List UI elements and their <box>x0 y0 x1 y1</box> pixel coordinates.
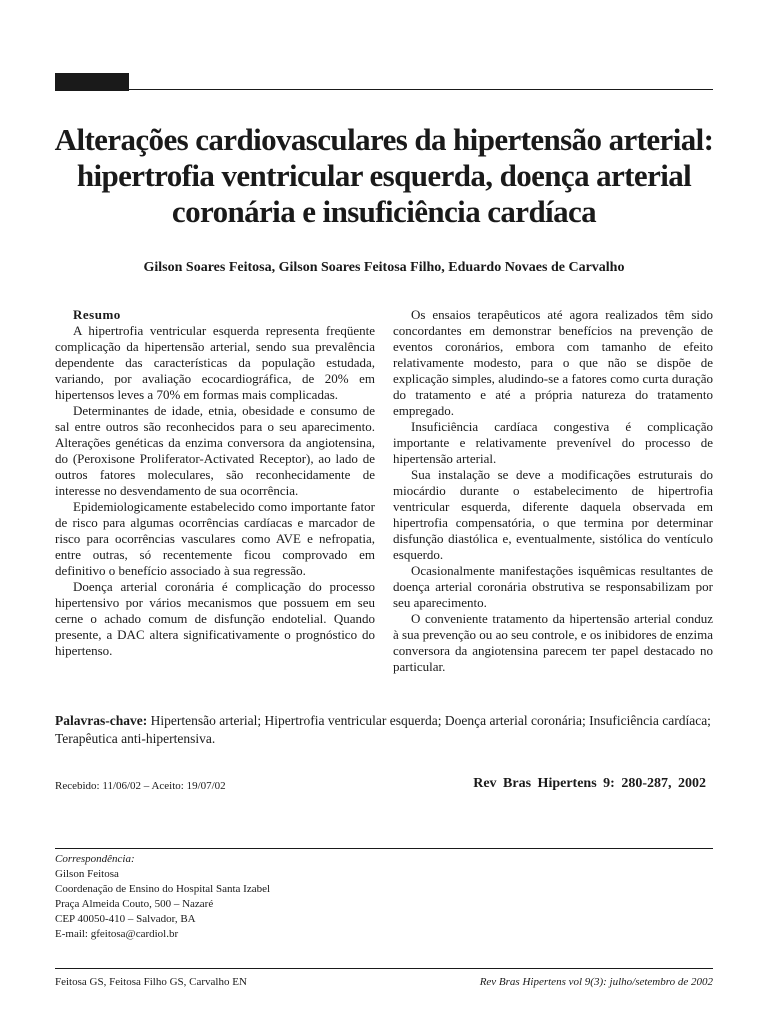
abstract-paragraph: Insuficiência cardíaca congestiva é complicação importante e relativamente prevenível do processo de hipertensão arterial. <box>393 419 713 466</box>
correspondence-email: E-mail: gfeitosa@cardiol.br <box>55 928 179 940</box>
abstract-paragraph: A hipertrofia ventricular esquerda representa freqüente complicação da hipertensão arterial, sendo sua prevalência dependente das características da população estudada, variando, por avaliação ecocardiográfica, de 20% em hipertensos leves a 70% em formas mais complicadas. <box>55 323 375 402</box>
abstract-paragraph: Doença arterial coronária é complicação do processo hipertensivo por vários mecanismos que possuem em seu cerne o achado comum de disfunção endotelial. Quando presente, a DAC altera significativamente o prognóstico do hipertenso. <box>55 579 375 658</box>
abstract-paragraph: Determinantes de idade, etnia, obesidade e consumo de sal entre outros são reconhecidos para o seu aparecimento. Alterações genéticas da enzima conversora da angiotensina, do (Peroxisone Proliferator-Activated Receptor), ao lado de outros fatores moleculares, são reconhecidamente de interesse no desvendamento de sua ocorrência. <box>55 403 375 498</box>
correspondence-label: Correspondência: <box>55 853 135 865</box>
abstract-left-column <box>55 307 375 659</box>
journal-citation: Rev Bras Hipertens 9: 280-287, 2002 <box>473 776 706 791</box>
article-title: Alterações cardiovasculares da hipertensão arterial: hipertrofia ventricular esquerda, doença arterial coronária e insuficiência cardíaca <box>54 122 714 229</box>
keywords-label: Palavras-chave: <box>55 713 148 728</box>
correspondence-line: Praça Almeida Couto, 500 – Nazaré <box>55 898 214 910</box>
correspondence-block <box>55 852 270 942</box>
received-dates: Recebido: 11/06/02 – Aceito: 19/07/02 <box>55 780 226 792</box>
abstract-right-column <box>393 307 713 675</box>
keywords <box>55 712 713 748</box>
footer-authors: Feitosa GS, Feitosa Filho GS, Carvalho EN <box>55 976 247 988</box>
abstract-paragraph: Sua instalação se deve a modificações estruturais do miocárdio durante o estabelecimento de hipertrofia ventricular esquerda, diferente daquela observada em hipertrofia compensatória, o que termina por determinar disfunção diastólica e, eventualmente, sistólica do ventículo esquerdo. <box>393 467 713 562</box>
article-authors: Gilson Soares Feitosa, Gilson Soares Feitosa Filho, Eduardo Novaes de Carvalho <box>143 260 625 275</box>
footer-rule <box>55 968 713 969</box>
abstract-paragraph: O conveniente tratamento da hipertensão arterial conduz à sua prevenção ou ao seu controle, e os inibidores de enzima conversora da angiotensina parecem ter papel destacado no particular. <box>393 611 713 674</box>
header-rule <box>55 89 713 90</box>
footer-journal: Rev Bras Hipertens vol 9(3): julho/setembro de 2002 <box>479 976 713 988</box>
abstract-heading: Resumo <box>73 307 121 322</box>
abstract-paragraph: Ocasionalmente manifestações isquêmicas resultantes de doença arterial coronária obstrutiva se responsabilizam por seu aparecimento. <box>393 563 713 610</box>
correspondence-line: Gilson Feitosa <box>55 868 119 880</box>
correspondence-rule <box>55 848 713 849</box>
correspondence-line: CEP 40050-410 – Salvador, BA <box>55 913 196 925</box>
keywords-text: Hipertensão arterial; Hipertrofia ventricular esquerda; Doença arterial coronária; Insuficiência cardíaca; Terapêutica anti-hipertensiva. <box>55 713 711 746</box>
correspondence-line: Coordenação de Ensino do Hospital Santa Izabel <box>55 883 271 895</box>
abstract-paragraph: Epidemiologicamente estabelecido como importante fator de risco para algumas ocorrências cardíacas e marcador de risco para ocorrências vasculares como AVE e nefropatia, entre outras, só recentemente ficou comprovado em definitivo o benefício associado à sua regressão. <box>55 499 375 578</box>
abstract-paragraph: Os ensaios terapêuticos até agora realizados têm sido concordantes em demonstrar benefícios na prevenção de eventos coronários, embora com tamanho de efeito relativamente modesto, para o que não se dispõe de explicação simples, aludindo-se a fatores como curta duração do tratamento e até a própria natureza do tratamento empregado. <box>393 307 713 418</box>
